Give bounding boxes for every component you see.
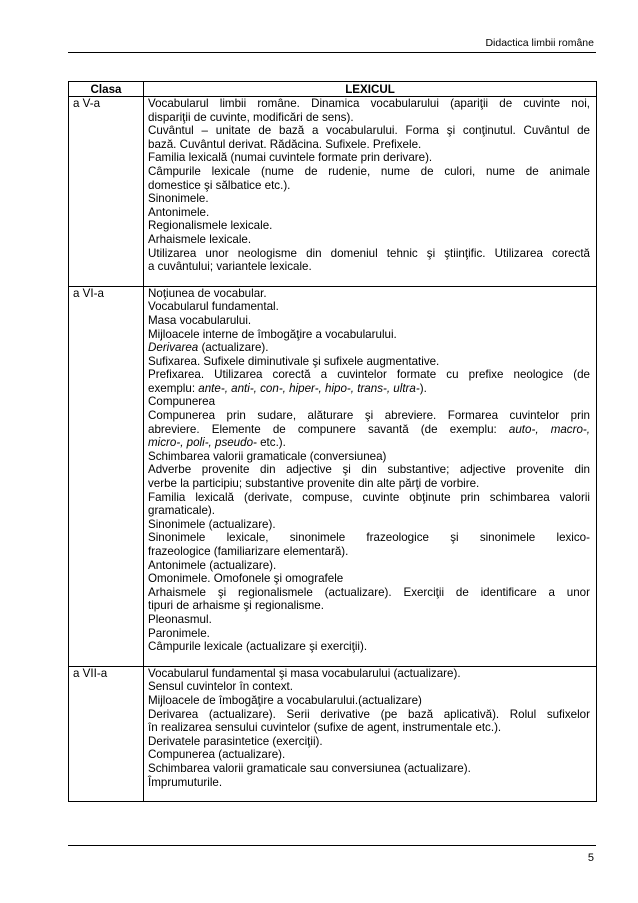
content-line: Familia lexicală (derivate, compuse, cuvinte obţinute prin schimbarea valorii: [148, 490, 590, 504]
content-line: Derivatele parasintetice (exerciţii).: [148, 734, 323, 748]
table-row-grade-6: [69, 286, 597, 666]
content-line: dispariţii de cuvinte, modificări de sens).: [148, 110, 354, 124]
lexicon-curriculum-table: [68, 81, 597, 802]
content-line: Sufixarea. Sufixele diminutivale şi sufixele augmentative.: [148, 354, 440, 368]
content-line: Masa vocabularului.: [148, 313, 252, 327]
page-number: 5: [587, 852, 594, 864]
grade-cell: a VII-a: [69, 666, 144, 801]
italic-prefix-list: micro-, poli-, pseudo-: [148, 436, 257, 450]
content-line: Utilizarea unor neologisme din domeniul tehnic şi ştiinţific. Utilizarea corectă: [148, 246, 590, 260]
content-line: verbe la participiu; substantive provenite din alte părţi de vorbire.: [148, 477, 480, 491]
content-line: Câmpurile lexicale (actualizare şi exerciţii).: [148, 640, 368, 654]
content-line: bază. Cuvântul derivat. Rădăcina. Sufixele. Prefixele.: [148, 137, 422, 151]
content-line: Prefixarea. Utilizarea corectă a cuvintelor formate cu prefixe neologice (de: [148, 368, 590, 382]
content-line: în realizarea sensului cuvintelor (sufixe de agent, instrumentale etc.).: [148, 721, 502, 735]
content-line: Schimbarea valorii gramaticale (conversiunea): [148, 449, 387, 463]
content-line: Compunerea (actualizare).: [148, 748, 286, 762]
line-text: ).: [419, 381, 427, 395]
content-line: [148, 382, 590, 396]
content-line: Sinonimele (actualizare).: [148, 517, 276, 531]
content-line: Familia lexicală (numai cuvintele formate prin derivare).: [148, 151, 433, 165]
content-line: Cuvântul – unitate de bază a vocabularului. Forma şi conţinutul. Cuvântul de: [148, 124, 590, 138]
content-line: Arhaismele lexicale.: [148, 232, 252, 246]
content-cell: [144, 666, 597, 801]
running-header-title: Didactica limbii române: [485, 37, 594, 49]
column-header-lexicul: LEXICUL: [144, 82, 597, 97]
content-line: Antonimele (actualizare).: [148, 558, 277, 572]
content-line: Vocabularul limbii române. Dinamica vocabularului (apariţii de cuvinte noi,: [148, 97, 590, 110]
table-header-row: [69, 82, 597, 97]
content-line: [148, 436, 590, 450]
content-line: Derivarea (actualizare). Serii derivative (pe bază aplicativă). Rolul sufixelor: [148, 707, 590, 721]
content-line: frazeologice (familiarizare elementară).: [148, 545, 349, 558]
content-line: Arhaismele şi regionalismele (actualizare). Exerciţii de identificare a unor: [148, 585, 590, 599]
content-line: Sinonimele lexicale, sinonimele frazeologice şi sinonimele lexico-: [148, 531, 590, 545]
content-line: Vocabularul fundamental şi masa vocabularului (actualizare).: [148, 666, 461, 680]
content-line: tipuri de arhaisme şi regionalisme.: [148, 599, 324, 613]
italic-term: Derivarea: [148, 341, 199, 355]
column-header-class: Clasa: [69, 82, 144, 97]
content-line: Pleonasmul.: [148, 612, 212, 626]
content-line: Împrumuturile.: [148, 775, 223, 789]
footer-rule: [68, 845, 596, 846]
content-line: Antonimele.: [148, 205, 210, 219]
table-row-grade-5: [69, 97, 597, 287]
content-line: Compunerea: [148, 395, 216, 409]
grade-cell: a V-a: [69, 97, 144, 287]
grade-cell: a VI-a: [69, 286, 144, 666]
line-text: (actualizare).: [198, 341, 269, 355]
content-line: Sensul cuvintelor în context.: [148, 680, 294, 694]
content-line: Paronimele.: [148, 626, 210, 640]
line-text: exemplu:: [148, 381, 199, 395]
content-line: Vocabularul fundamental.: [148, 300, 279, 314]
content-line: Adverbe provenite din adjective şi din substantive; adjective provenite din: [148, 463, 590, 477]
content-line: domestice şi sălbatice etc.).: [148, 178, 291, 192]
italic-prefix-list: ante-, anti-, con-, hiper-, hipo-, trans-, ultra-: [198, 381, 420, 395]
content-line: Compunerea prin sudare, alăturare şi abreviere. Formarea cuvintelor prin: [148, 409, 590, 423]
line-text: abreviere. Elemente de compunere savantă (de exemplu:: [148, 422, 509, 436]
table-row-grade-7: [69, 666, 597, 801]
content-cell: [144, 97, 597, 287]
line-text: etc.).: [256, 436, 286, 450]
content-cell: [144, 286, 597, 666]
content-line: Schimbarea valorii gramaticale sau conversiunea (actualizare).: [148, 761, 471, 775]
content-line: Noţiunea de vocabular.: [148, 286, 267, 300]
content-line: a cuvântului; variantele lexicale.: [148, 260, 312, 274]
content-line: Mijloacele de îmbogăţire a vocabularului.(actualizare): [148, 693, 422, 707]
content-line: gramaticale).: [148, 504, 216, 518]
header-rule: [68, 52, 596, 53]
content-line: Câmpurile lexicale (nume de rudenie, nume de culori, nume de animale: [148, 164, 590, 178]
italic-prefix-list: auto-, macro-,: [508, 422, 590, 436]
content-line: Mijloacele interne de îmbogăţire a vocabularului.: [148, 327, 397, 341]
content-line: Sinonimele.: [148, 192, 209, 206]
content-line: Regionalismele lexicale.: [148, 219, 273, 233]
content-line: Omonimele. Omofonele şi omografele: [148, 572, 344, 586]
content-line: [148, 423, 590, 437]
content-line: [148, 341, 590, 355]
